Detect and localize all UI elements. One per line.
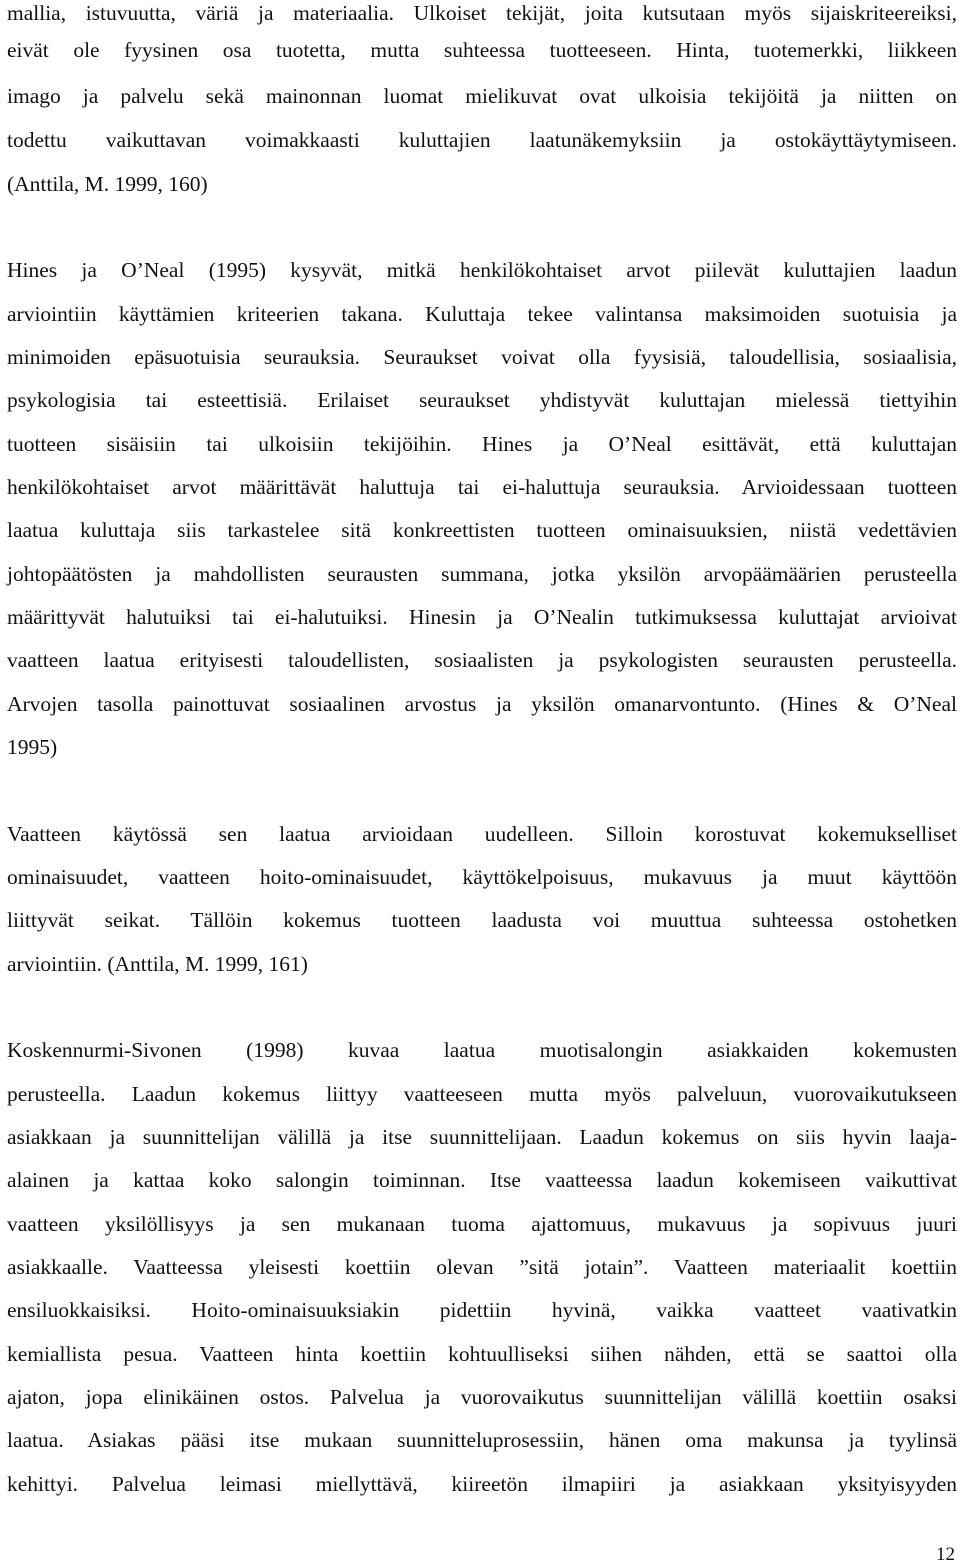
text-line: ominaisuudet, vaatteen hoito-ominaisuudet, käyttökelpoisuus, mukavuus ja muut käyttöön [7, 865, 957, 889]
text-line: Hines ja O’Neal (1995) kysyvät, mitkä henkilökohtaiset arvot piilevät kuluttajien laadun [7, 258, 957, 282]
text-line: kemiallista pesua. Vaatteen hinta koettiin kohtuulliseksi siihen nähden, että se saattoi olla [7, 1342, 957, 1366]
text-line: laatua kuluttaja siis tarkastelee sitä konkreettisten tuotteen ominaisuuksien, niistä vedettävien [7, 518, 957, 542]
text-line: ajaton, jopa elinikäinen ostos. Palvelua ja vuorovaikutus suunnittelijan välillä koettiin osaksi [7, 1385, 957, 1409]
text-line: asiakkaalle. Vaatteessa yleisesti koettiin olevan ”sitä jotain”. Vaatteen materiaalit koettiin [7, 1255, 957, 1279]
text-line: Vaatteen käytössä sen laatua arvioidaan uudelleen. Silloin korostuvat kokemukselliset [7, 822, 957, 846]
text-line: Arvojen tasolla painottuvat sosiaalinen arvostus ja yksilön omanarvontunto. (Hines & O’Neal [7, 692, 957, 716]
text-line: johtopäätösten ja mahdollisten seurausten summana, jotka yksilön arvopäämäärien perusteella [7, 562, 957, 586]
text-line: Koskennurmi-Sivonen (1998) kuvaa laatua muotisalongin asiakkaiden kokemusten [7, 1038, 957, 1062]
text-line: asiakkaan ja suunnittelijan välillä ja itse suunnittelijaan. Laadun kokemus on siis hyvin laaja- [7, 1125, 957, 1149]
text-line: vaatteen laatua erityisesti taloudellisten, sosiaalisten ja psykologisten seurausten perusteella. [7, 648, 957, 672]
text-line: ensiluokkaisiksi. Hoito-ominaisuuksiakin pidettiin hyvinä, vaikka vaatteet vaativatkin [7, 1298, 957, 1322]
text-line: määrittyvät halutuiksi tai ei-halutuiksi. Hinesin ja O’Nealin tutkimuksessa kuluttajat arvioivat [7, 605, 957, 629]
text-line: imago ja palvelu sekä mainonnan luomat mielikuvat ovat ulkoisia tekijöitä ja niitten on [7, 84, 957, 108]
text-line: liittyvät seikat. Tällöin kokemus tuotteen laadusta voi muuttua suhteessa ostohetken [7, 908, 957, 932]
text-line: eivät ole fyysinen osa tuotetta, mutta suhteessa tuotteeseen. Hinta, tuotemerkki, liikkeen [7, 38, 957, 62]
text-line: todettu vaikuttavan voimakkaasti kuluttajien laatunäkemyksiin ja ostokäyttäytymiseen. [7, 128, 957, 152]
text-line: arviointiin käyttämien kriteerien takana. Kuluttaja tekee valintansa maksimoiden suotuisia ja [7, 302, 957, 326]
text-line: kehittyi. Palvelua leimasi miellyttävä, kiireetön ilmapiiri ja asiakkaan yksityisyyden [7, 1472, 957, 1496]
text-line: tuotteen sisäisiin tai ulkoisiin tekijöihin. Hines ja O’Neal esittävät, että kuluttajan [7, 432, 957, 456]
text-line: minimoiden epäsuotuisia seurauksia. Seuraukset voivat olla fyysisiä, taloudellisia, sosiaalisia, [7, 345, 957, 369]
text-line: henkilökohtaiset arvot määrittävät haluttuja tai ei-haluttuja seurauksia. Arvioidessaan tuotteen [7, 475, 957, 499]
text-line: (Anttila, M. 1999, 160) [7, 172, 208, 196]
text-line: arviointiin. (Anttila, M. 1999, 161) [7, 952, 308, 976]
text-line: alainen ja kattaa koko salongin toiminnan. Itse vaatteessa laadun kokemiseen vaikuttivat [7, 1168, 957, 1192]
page-number: 12 [936, 1544, 955, 1565]
text-line: psykologisia tai esteettisiä. Erilaiset seuraukset yhdistyvät kuluttajan mielessä tiettyihin [7, 388, 957, 412]
text-line: mallia, istuvuutta, väriä ja materiaalia. Ulkoiset tekijät, joita kutsutaan myös sijaiskriteereiksi, [7, 1, 957, 25]
text-line: perusteella. Laadun kokemus liittyy vaatteeseen mutta myös palveluun, vuorovaikutukseen [7, 1082, 957, 1106]
text-line: vaatteen yksilöllisyys ja sen mukanaan tuoma ajattomuus, mukavuus ja sopivuus juuri [7, 1212, 957, 1236]
text-line: laatua. Asiakas pääsi itse mukaan suunnitteluprosessiin, hänen oma makunsa ja tyylinsä [7, 1428, 957, 1452]
text-line: 1995) [7, 735, 58, 759]
